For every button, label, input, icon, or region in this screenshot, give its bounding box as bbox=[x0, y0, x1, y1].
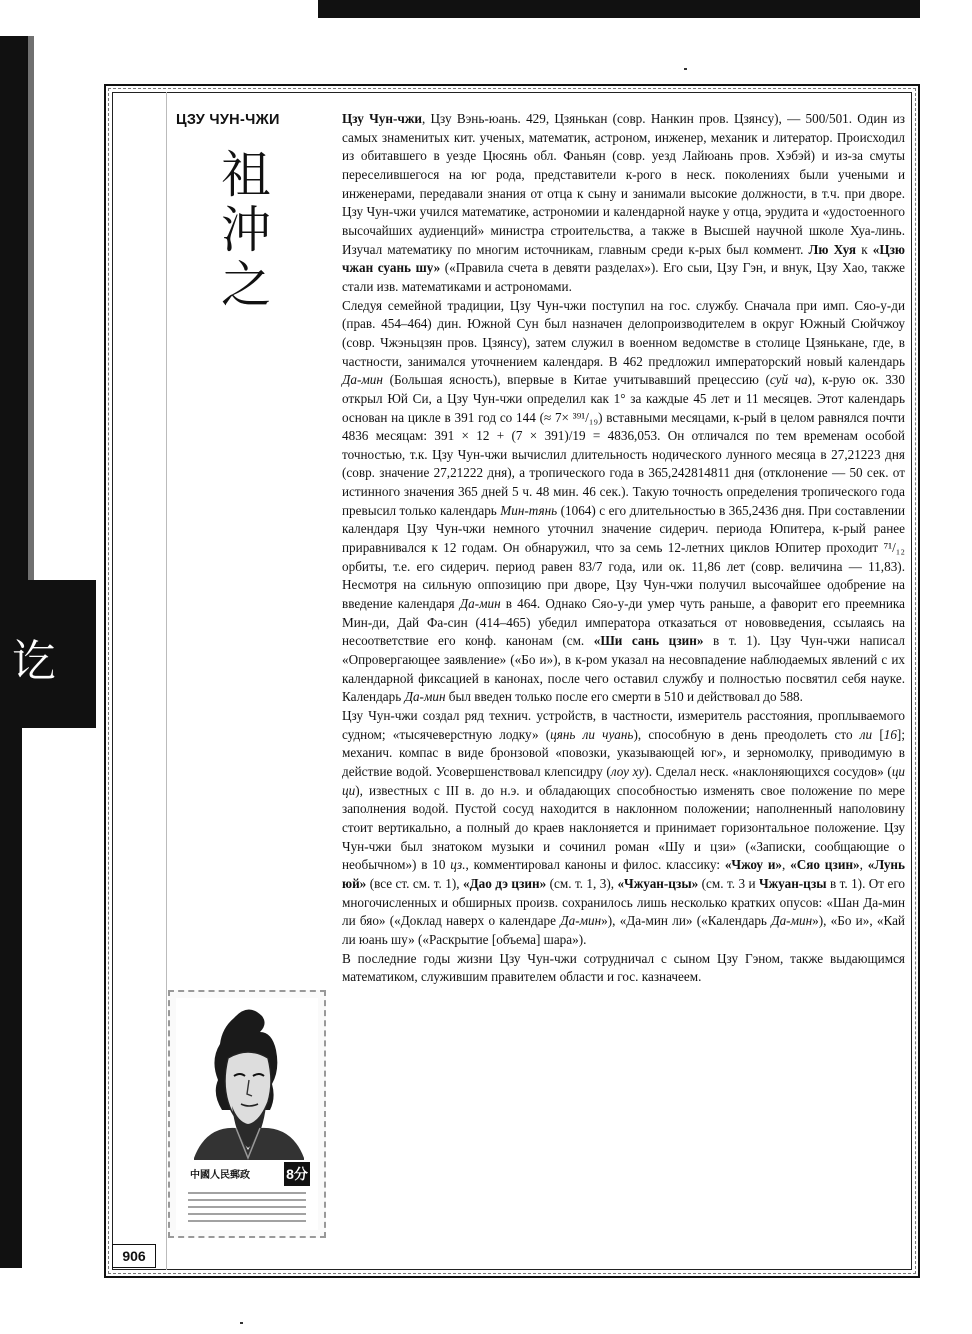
postage-stamp-portrait bbox=[168, 990, 326, 1238]
text-run: ]; механич. компас в виде бронзовой «повозки, указывающей юг», и зерномолку, приводимую в действие водой. Усовершенствовал клепсидру ( bbox=[342, 726, 905, 779]
body-paragraph bbox=[342, 110, 905, 297]
text-run: «Ши сань цзин» bbox=[593, 633, 704, 649]
hanzi-char: 祖 bbox=[221, 146, 271, 204]
article-heading: ЦЗУ ЧУН-ЧЖИ bbox=[176, 112, 280, 128]
text-run: Да-мин bbox=[342, 372, 383, 388]
text-run: ). Сделал неск. «наклоняющихся сосудов» ( bbox=[644, 763, 892, 779]
text-run: «Лунь юй» bbox=[342, 857, 906, 891]
text-run: цянь ли чуань bbox=[550, 726, 634, 742]
text-run: , комментировал каноны и филос. классику: bbox=[465, 857, 725, 873]
text-run: Цзу Чун-чжи создал ряд технич. устройств, в частности, измеритель расстояния, проплываемого судном; «тысячеверстную лодку» ( bbox=[342, 708, 905, 742]
text-run: (см. т. 3 и bbox=[698, 875, 759, 891]
stamp-denomination: 8分 bbox=[284, 1162, 310, 1186]
text-run: ли bbox=[859, 726, 873, 742]
text-run: »), «Бо и», «Кай ли юань шу» («Раскрытие [объема] шара»). bbox=[342, 913, 905, 947]
text-run: «Чжуан-цзы» bbox=[617, 875, 699, 891]
text-run: ), к-рую ок. 330 открыл Юй Си, а Цзу Чун-чжи определил как 1° за каждые 45 лет и 11 месяцев. Этот календарь основан на цикле в 391 год со 144 (≈ 7× ³⁹¹/₁₉) вставными месяцами, к-рый в целом равнялся почти 4836 месяцам: 391 × 12 + (7 × 391)/19 = 4836,053. Он отличался по тем временам особой точностью, т.к. Цзу Чун-чжи вычислил длительность нодического лунного месяца в 27,21223 дня (совр. значение 27,21222 дня), а тропического года в 365,242814811 дня (отклонение — 50 сек. от истинного значения 365 дней 5 ч. 48 мин. 46 сек.). Такую точность определения тропического года превысил только календарь bbox=[342, 372, 905, 518]
text-run: «Цзю чжан суань шу» bbox=[342, 241, 905, 276]
body-paragraph bbox=[342, 950, 905, 987]
text-run: , bbox=[782, 857, 791, 873]
article-body bbox=[342, 110, 905, 987]
text-run: Да-мин bbox=[404, 689, 446, 705]
text-run: суй ча bbox=[769, 372, 808, 388]
chinese-name-characters bbox=[216, 148, 276, 313]
text-run: был введен только после его смерти в 510 и действовал до 588. bbox=[445, 689, 803, 705]
text-run: , bbox=[859, 857, 868, 873]
stamp-country-text: 中國人民郵政 bbox=[190, 1170, 250, 1181]
text-run: Лю Хуя bbox=[808, 241, 857, 257]
text-run: («Правила счета в девяти разделах»). Его сыи, Цзу Гэн, и внук, Цзу Хао, также стали изв. математиками и астрономами. bbox=[342, 260, 906, 294]
text-run: Цзу Чун-чжи bbox=[342, 111, 422, 126]
top-border-bar bbox=[318, 0, 920, 18]
margin-rail bbox=[112, 92, 166, 1270]
text-run: Да-мин bbox=[560, 913, 602, 929]
page-number: 906 bbox=[112, 1244, 156, 1268]
text-run: к bbox=[856, 241, 873, 257]
text-run: (см. т. 1, 3), bbox=[546, 875, 618, 891]
text-run: Следуя семейной традиции, Цзу Чун-чжи поступил на гос. службу. Сначала при имп. Сяо-у-ди (прав. 454–464) дин. Южной Сун был назначен делопроизводителем в округ Южный Сюйчжоу (совр. Чжэньцзян пров. Цзянсу), затем служил в военном ведомстве в столице Цзянькане, где, в частности, занимался уточнением календаря. В 462 предложил императорский новый календарь bbox=[342, 297, 905, 369]
text-run: «Дао дэ цзин» bbox=[462, 875, 547, 891]
text-run: «Сяо цзин» bbox=[790, 857, 860, 873]
text-run: , Цзу Вэнь-юань. 429, Цзянькан (совр. Нанкин пров. Цзянсу), — 500/501. Один из самых знаменитых кит. ученых, математик, астроном, инженер, механик и литератор. Происходил из обитавшего в уезде Цюсянь обл. Фаньян (совр. уезд Лайюань пров. Хэбэй) и из-за смуты переселившегося на юг рода, представители к-рого в неск. поколениях были учеными и инженерами, передавали знания от отца к сыну и занимали высокие должности, в т.ч. при дворе. Цзу Чун-чжи учился математике, астрономии и календарной науке у отца, эрудита и «удостоенного высочайших аудиенций» министра строительства, а также в Высшей научной школе Хуа-линь. Изучал математику по многим источникам, главным среди к-рых был коммент. bbox=[342, 111, 905, 257]
text-run: «Чжоу и» bbox=[724, 857, 783, 873]
hanzi-char: 沖 bbox=[221, 201, 271, 259]
text-run: ци ци bbox=[342, 763, 905, 798]
text-run: в т. 1). От его многочисленных и обширных произв. сохранилось лишь несколько кратких опусов: «Шан Да-мин ли бяо» («Доклад наверх о календаре bbox=[342, 875, 906, 929]
text-run: [ bbox=[872, 726, 884, 742]
stamp-fine-print bbox=[188, 1192, 306, 1222]
hanzi-char: 之 bbox=[221, 256, 271, 314]
text-run: лоу ху bbox=[610, 763, 645, 779]
scan-speck bbox=[684, 68, 687, 70]
text-run: (все ст. см. т. 1), bbox=[366, 875, 463, 891]
body-paragraph bbox=[342, 297, 905, 707]
text-run: 16 bbox=[883, 726, 897, 742]
text-run: ), способную в день преодолеть сто bbox=[633, 726, 860, 742]
stamp-image bbox=[176, 998, 318, 1230]
text-run: цз. bbox=[450, 857, 466, 873]
text-run: В последние годы жизни Цзу Чун-чжи сотрудничал с сыном Цзу Гэном, также выдающимся математиком, служившим правителем области и гос. казначеем. bbox=[342, 950, 905, 985]
side-tab-glyph: 讫 bbox=[12, 636, 56, 687]
text-run: (1064) с его длительностью в 365,2436 дня. При составлении календаря Цзу Чун-чжи немного уточнил значение сидерич. периода Юпитера, к-рый ранее приравнивался к 12 годам. Он обнаружил, что за семь 12-летних циклов Юпитер проходит ⁷¹/₁₂ орбиты, т.е. его сидерич. период равен 83/7 года, или ок. 11,86 лет (совр. величина — 11,83). Несмотря на сильную оппозицию при дворе, Цзу Чун-чжи получил высочайшее одобрение на введение календаря bbox=[342, 502, 905, 612]
text-run: (Большая ясность), впервые в Китае учитывавший прецессию ( bbox=[382, 372, 770, 388]
text-run: в т. 1). Цзу Чун-чжи написал «Опровергающее заявление» («Бо и»), в к-ром указал на несовпадение наблюдаемых явлений с их календарной фиксацией в канонах, после чего оставил службу и полностью посвятил себя науке. Календарь bbox=[342, 633, 905, 705]
text-run: в 464. Однако Сяо-у-ди умер чуть раньше, а фаворит его преемника Мин-ди, Дай Фа-син (414–465) убедил императора отказаться от нововведения, ссылаясь на несоответствие его конф. канонам (см. bbox=[342, 596, 905, 649]
text-run: Мин-тянь bbox=[500, 502, 558, 518]
left-edge-strip-lower bbox=[0, 728, 22, 1268]
text-run: Да-мин bbox=[771, 913, 813, 929]
text-run: »), «Да-мин ли» («Календарь bbox=[601, 913, 772, 929]
body-paragraph bbox=[342, 707, 905, 950]
text-run: Чжуан-цзы bbox=[758, 875, 827, 891]
text-run: Да-мин bbox=[459, 596, 501, 612]
margin-rule bbox=[166, 92, 167, 1270]
text-run: ), известных с III в. до н.э. и обладающих способностью изменять свое положение по мере заполнения водой. Пустой сосуд находится в наклонном положении; наполненный наполовину стоит вертикально, а полный до краев наклоняется и принимает горизонтальное положение. Цзу Чун-чжи был знатоком музыки и сочинил роман «Шу и цзи» («Записки, сообщающие о необычном») в 10 bbox=[342, 782, 905, 873]
scan-speck bbox=[240, 1322, 243, 1324]
